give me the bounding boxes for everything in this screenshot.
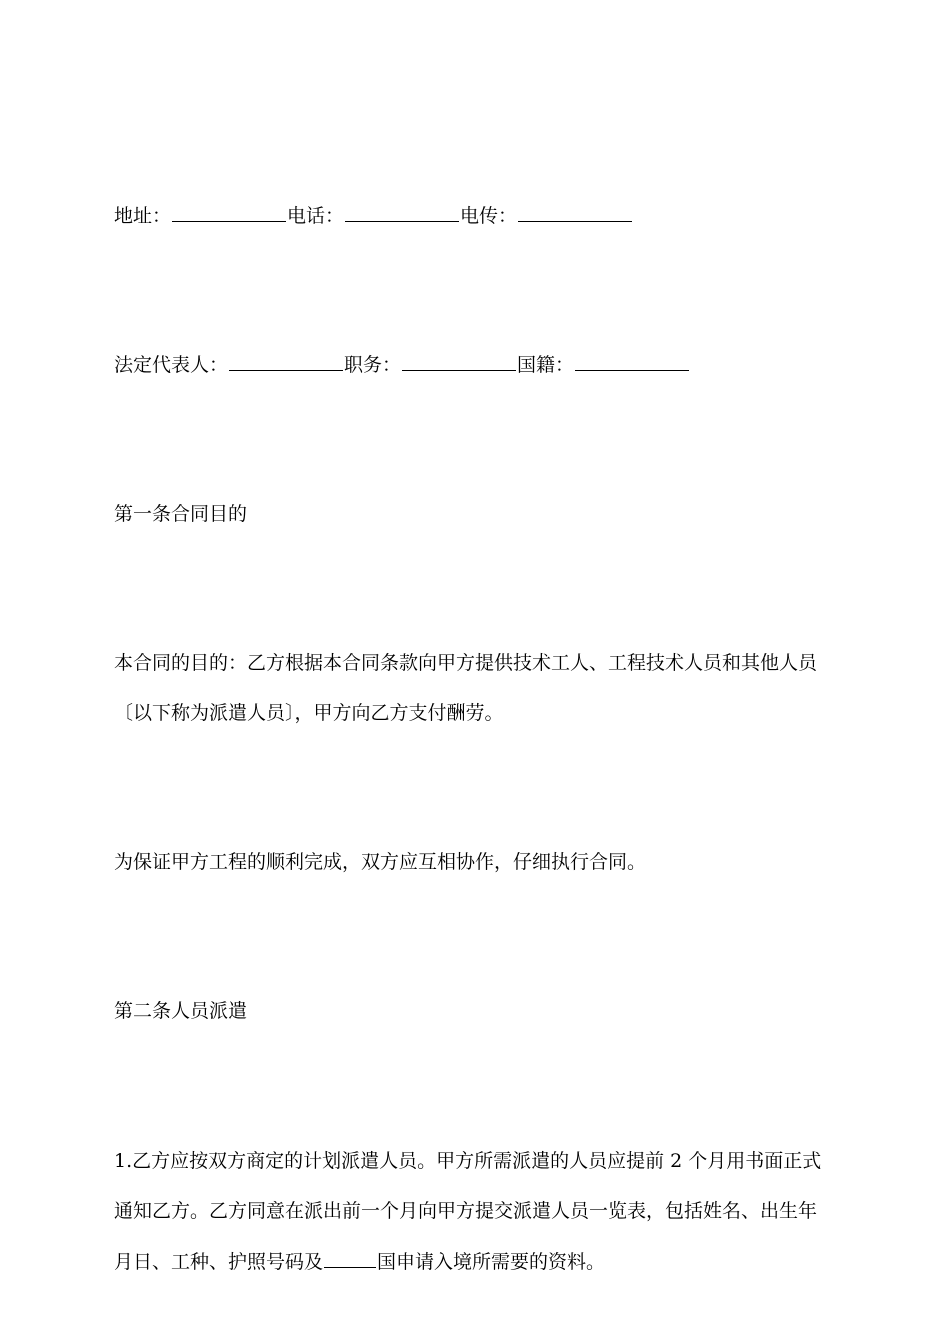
article1-paragraph2: 为保证甲方工程的顺利完成，双方应互相协作，仔细执行合同。 <box>114 851 647 873</box>
address-label: 地址： <box>114 205 172 227</box>
phone-label: 电话： <box>287 205 345 227</box>
article1-paragraph1-line2: 〔以下称为派遣人员〕，甲方向乙方支付酬劳。 <box>114 702 504 724</box>
fax-label: 电传： <box>460 205 518 227</box>
position-label: 职务： <box>344 354 402 376</box>
line3-text-a: 月日、工种、护照号码及 <box>114 1251 324 1273</box>
article2-heading: 第二条人员派遣 <box>114 1000 248 1022</box>
nationality-label: 国籍： <box>517 354 575 376</box>
country-blank[interactable] <box>324 1249 376 1268</box>
article1-paragraph1-line1: 本合同的目的：乙方根据本合同条款向甲方提供技术工人、工程技术人员和其他人员 <box>114 652 818 674</box>
fax-blank[interactable] <box>518 203 632 222</box>
position-blank[interactable] <box>402 352 516 371</box>
rep-label: 法定代表人： <box>114 354 229 376</box>
phone-blank[interactable] <box>345 203 459 222</box>
nationality-blank[interactable] <box>575 352 689 371</box>
line3-text-b: 国申请入境所需要的资料。 <box>377 1251 606 1273</box>
address-blank[interactable] <box>172 203 286 222</box>
rep-blank[interactable] <box>229 352 343 371</box>
contact-line <box>114 203 633 228</box>
article2-paragraph1-line3 <box>114 1249 605 1274</box>
representative-line <box>114 352 690 377</box>
article1-heading: 第一条合同目的 <box>114 503 248 525</box>
article2-paragraph1-line2: 通知乙方。乙方同意在派出前一个月向甲方提交派遣人员一览表，包括姓名、出生年 <box>114 1200 818 1222</box>
article2-paragraph1-line1: 1.乙方应按双方商定的计划派遣人员。甲方所需派遣的人员应提前 2 个月用书面正式 <box>114 1150 822 1172</box>
